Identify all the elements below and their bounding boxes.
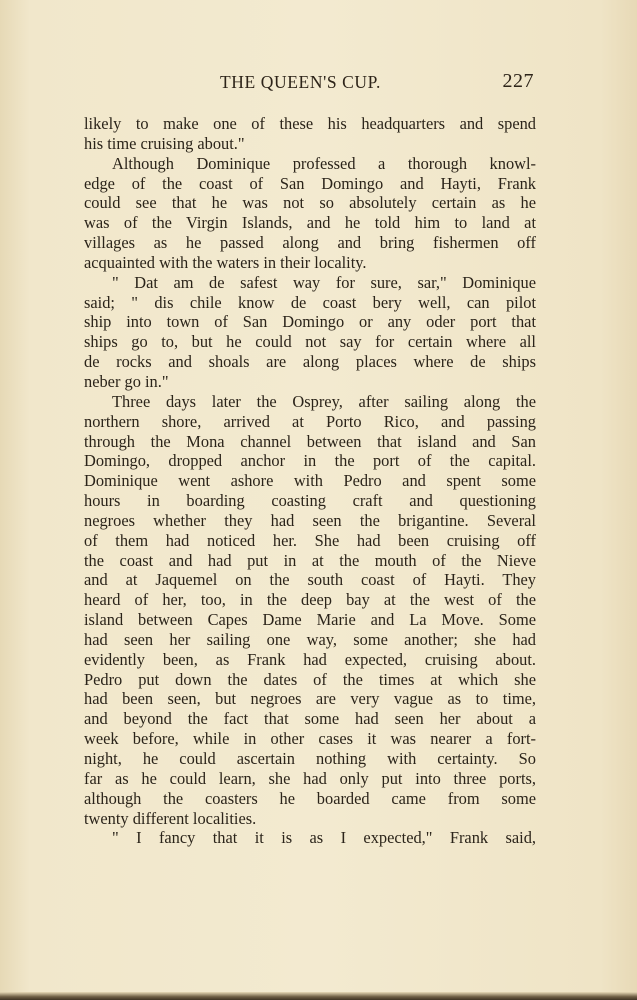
text-line: could see that he was not so absolutely certain as he: [84, 193, 536, 213]
text-line: ship into town of San Domingo or any oder port that: [84, 312, 536, 332]
text-line: said; " dis chile know de coast bery well, can pilot: [84, 292, 536, 312]
text-line: of them had noticed her. She had been cruising off: [84, 530, 536, 550]
text-line: villages as he passed along and bring fishermen off: [84, 233, 536, 253]
text-line: night, he could ascertain nothing with certainty. So: [84, 749, 536, 768]
text-line: Domingo, dropped anchor in the port of the capital.: [84, 451, 536, 471]
text-line: had seen her sailing one way, some another; she had: [84, 629, 536, 649]
text-line: northern shore, arrived at Porto Rico, and passing: [84, 411, 536, 431]
page-number: 227: [502, 70, 534, 92]
running-head: [84, 72, 536, 96]
text-line: island between Capes Dame Marie and La Move. Some: [84, 610, 536, 630]
text-line: far as he could learn, she had only put into three ports,: [84, 768, 536, 788]
text-line: was of the Virgin Islands, and he told him to land at: [84, 213, 536, 233]
text-line: negroes whether they had seen the brigantine. Several: [84, 510, 536, 530]
text-line: Three days later the Osprey, after sailing along the: [112, 391, 536, 411]
text-line: and at Jaquemel on the south coast of Hayti. They: [84, 570, 536, 590]
text-line: week before, while in other cases it was nearer a fort-: [84, 729, 536, 749]
text-line: Although Dominique professed a thorough knowl-: [112, 153, 536, 173]
text-line: twenty different localities.: [84, 808, 257, 828]
text-line: the coast and had put in at the mouth of the Nieve: [84, 550, 536, 570]
body-text: [84, 114, 536, 848]
text-line: and beyond the fact that some had seen her about a: [84, 709, 536, 729]
text-line: although the coasters he boarded came from some: [84, 788, 536, 808]
text-line: heard of her, too, in the deep bay at the west of the: [84, 590, 536, 610]
text-line: through the Mona channel between that island and San: [84, 431, 536, 451]
text-line: Pedro put down the dates of the times at which she: [84, 669, 536, 689]
text-line: hours in boarding coasting craft and questioning: [84, 491, 536, 511]
text-line: de rocks and shoals are along places where de ships: [84, 352, 536, 372]
text-line: ships go to, but he could not say for certain where all: [84, 332, 536, 352]
text-line: his time cruising about.": [84, 133, 245, 153]
text-line: evidently been, as Frank had expected, cruising about.: [84, 649, 536, 669]
text-line: Dominique went ashore with Pedro and spent some: [84, 471, 536, 491]
running-title: THE QUEEN'S CUP.: [220, 72, 382, 92]
text-line: acquainted with the waters in their locality.: [84, 252, 367, 272]
text-line: neber go in.": [84, 371, 169, 391]
text-line: " Dat am de safest way for sure, sar," Dominique: [112, 272, 536, 292]
text-line: had been seen, but negroes are very vague as to time,: [84, 689, 536, 709]
text-line: " I fancy that it is as I expected," Frank said,: [112, 828, 536, 848]
text-line: edge of the coast of San Domingo and Hayti, Frank: [84, 173, 536, 193]
page-bottom-edge: [0, 992, 637, 1000]
text-line: likely to make one of these his headquarters and spend: [84, 114, 536, 133]
